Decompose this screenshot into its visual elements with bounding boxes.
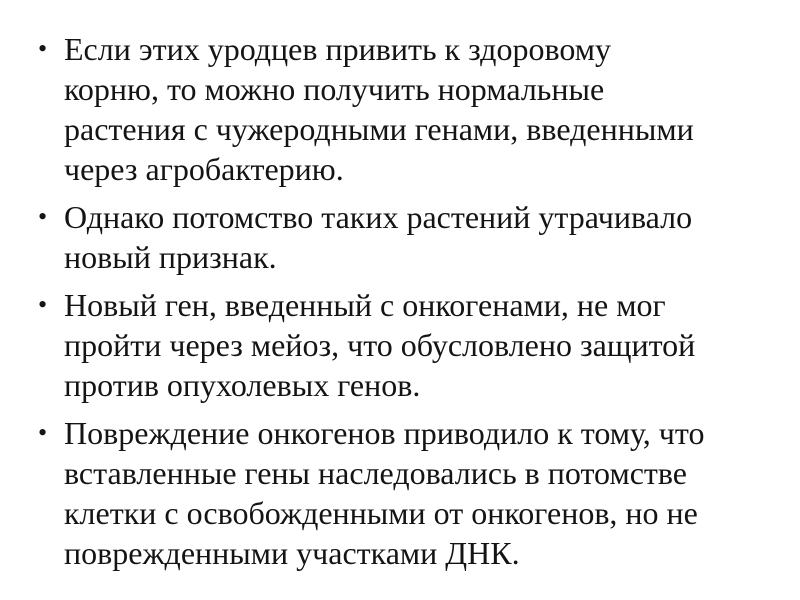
bullet-text-1: Если этих уродцев привить к здоровому корню, то можно получить нормальные растения с чужеродными генами, введенными через агробактерию. bbox=[64, 31, 694, 187]
bullet-item-2 bbox=[38, 197, 760, 277]
bullet-text-4: Повреждение онкогенов приводило к тому, что вставленные гены наследовались в потомстве клетки с освобожденными от онкогенов, но не поврежденными участками ДНК. bbox=[64, 415, 705, 571]
bullet-text-2: Однако потомство таких растений утрачивало новый признак. bbox=[64, 199, 693, 275]
bullet-dot-icon: • bbox=[38, 202, 48, 231]
bullet-item-1 bbox=[38, 29, 760, 189]
bullet-list bbox=[38, 29, 760, 573]
bullet-item-4 bbox=[38, 413, 760, 573]
bullet-item-3 bbox=[38, 285, 760, 405]
bullet-text-3: Новый ген, введенный с онкогенами, не мог пройти через мейоз, что обусловлено защитой против опухолевых генов. bbox=[64, 287, 696, 403]
bullet-dot-icon: • bbox=[38, 418, 48, 447]
bullet-dot-icon: • bbox=[38, 34, 48, 63]
bullet-dot-icon: • bbox=[38, 290, 48, 319]
